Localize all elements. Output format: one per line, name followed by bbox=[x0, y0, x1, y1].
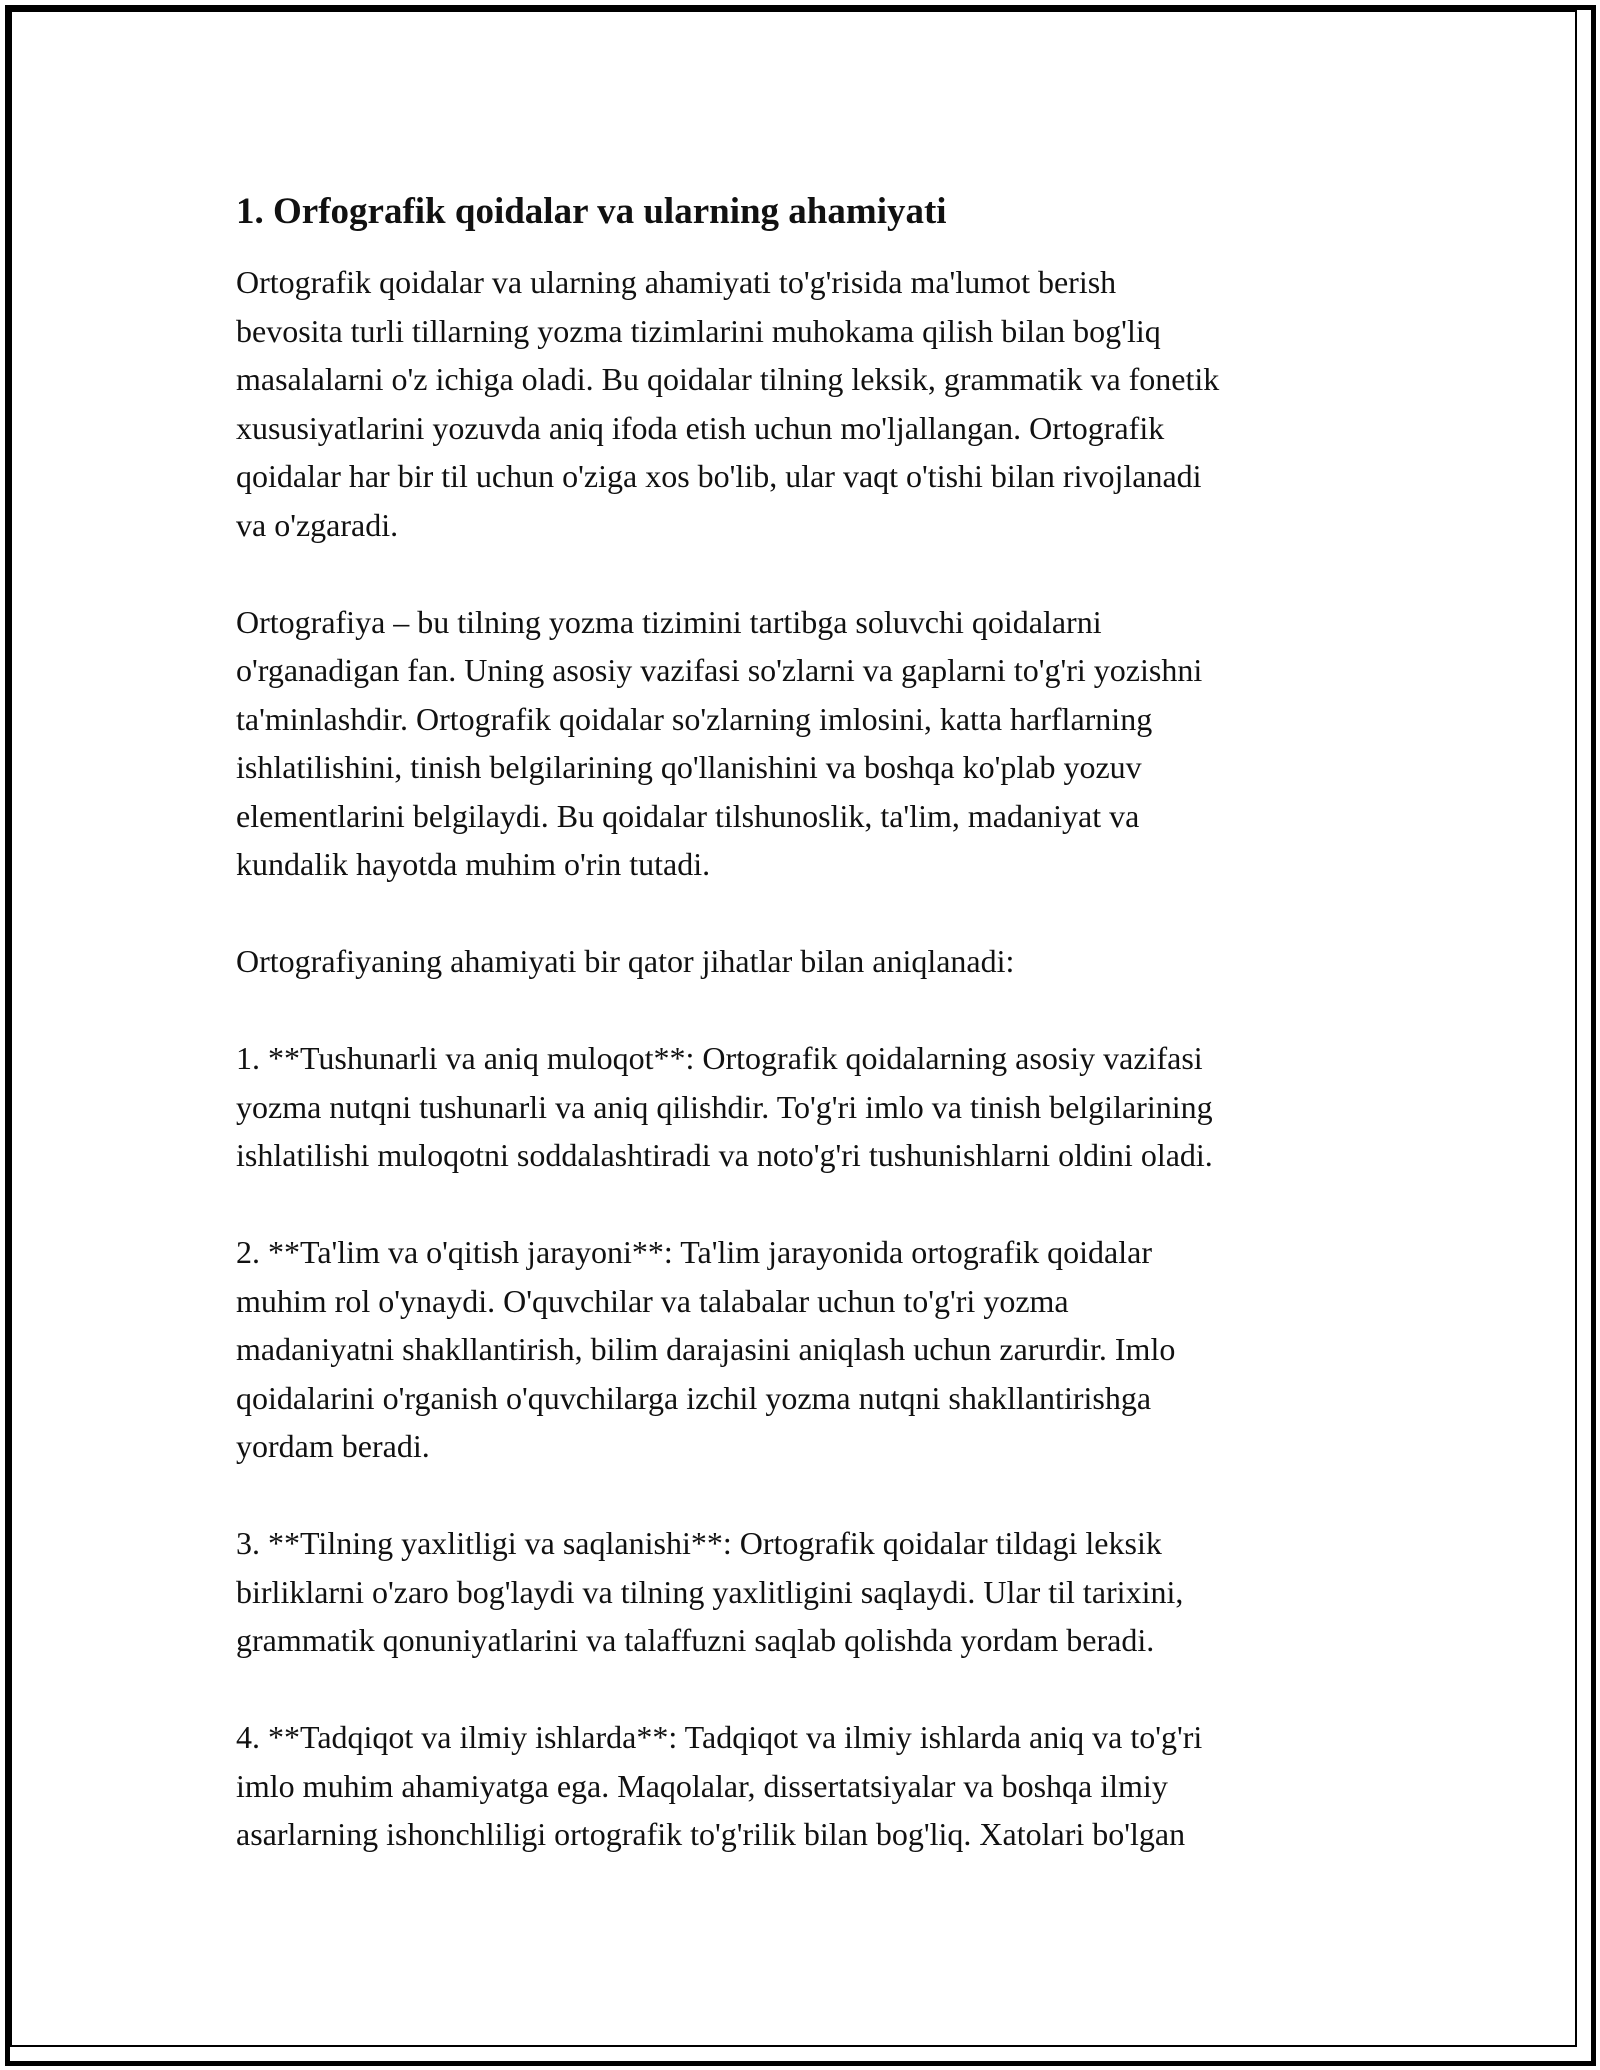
list-item-research: 4. **Tadqiqot va ilmiy ishlarda**: Tadqiqot va ilmiy ishlarda aniq va to'g'ri imlo muhim ahamiyatga ega. Maqolalar, dissertatsiyalar va boshqa ilmiy asarlarning ishonchliligi ortografik to'g'rilik bilan bog'liq. Xatolari bo'lgan bbox=[236, 1719, 1203, 1852]
list-item-education: 2. **Ta'lim va o'qitish jarayoni**: Ta'lim jarayonida ortografik qoidalar muhim rol o'ynaydi. O'quvchilar va talabalar uchun to'g'ri yozma madaniyatni shakllantirish, bilim darajasini aniqlash uchun zarurdir. Imlo qoidalarini o'rganish o'quvchilarga izchil yozma nutqni shakllantirishga yordam beradi. bbox=[236, 1234, 1176, 1464]
list-item-communication: 1. **Tushunarli va aniq muloqot**: Ortografik qoidalarning asosiy vazifasi yozma nutqni tushunarli va aniq qilishdir. To'g'ri imlo va tinish belgilarining ishlatilishi muloqotni soddalashtiradi va noto'g'ri tushunishlarni oldini oladi. bbox=[236, 1040, 1213, 1173]
document-title: 1. Orfografik qoidalar va ularning ahamiyati bbox=[236, 191, 947, 232]
document-body bbox=[236, 188, 1376, 1907]
paragraph-list-lead: Ortografiyaning ahamiyati bir qator jihatlar bilan aniqlanadi: bbox=[236, 943, 1015, 979]
list-item-language-integrity: 3. **Tilning yaxlitligi va saqlanishi**: Ortografik qoidalar tildagi leksik birliklarni o'zaro bog'laydi va tilning yaxlitligini saqlaydi. Ular til tarixini, grammatik qonuniyatlarini va talaffuzni saqlab qolishda yordam beradi. bbox=[236, 1525, 1184, 1658]
paragraph-definition: Ortografiya – bu tilning yozma tizimini tartibga soluvchi qoidalarni o'rganadigan fan. Uning asosiy vazifasi so'zlarni va gaplarni to'g'ri yozishni ta'minlashdir. Ortografik qoidalar so'zlarning imlosini, katta harflarning ishlatilishini, tinish belgilarining qo'llanishini va boshqa ko'plab yozuv elementlarini belgilaydi. Bu qoidalar tilshunoslik, ta'lim, madaniyat va kundalik hayotda muhim o'rin tutadi. bbox=[236, 603, 1203, 882]
paragraph-intro: Ortografik qoidalar va ularning ahamiyati to'g'risida ma'lumot berish bevosita turli tillarning yozma tizimlarini muhokama qilish bilan bog'liq masalalarni o'z ichiga oladi. Bu qoidalar tilning leksik, grammatik va fonetik xususiyatlarini yozuvda aniq ifoda etish uchun mo'ljallangan. Ortografik qoidalar har bir til uchun o'ziga xos bo'lib, ular vaqt o'tishi bilan rivojlanadi va o'zgaradi. bbox=[236, 264, 1220, 543]
